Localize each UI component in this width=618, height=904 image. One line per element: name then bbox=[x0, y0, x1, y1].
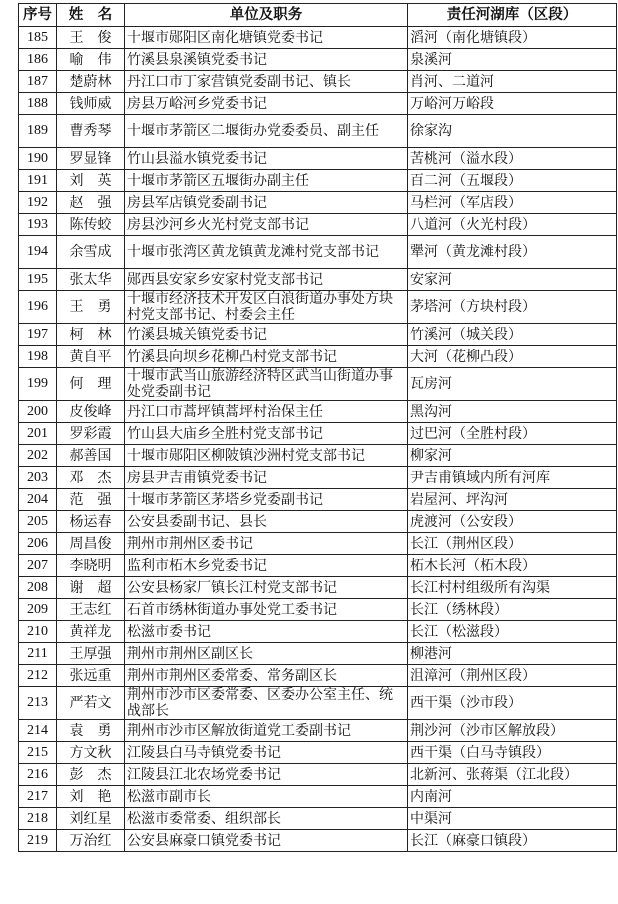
unit-position: 十堰市茅箭区茅塔乡党委副书记 bbox=[125, 489, 408, 511]
unit-position: 松滋市委常委、组织部长 bbox=[125, 808, 408, 830]
header-no: 序号 bbox=[19, 4, 57, 27]
responsible-river: 内南河 bbox=[408, 786, 617, 808]
table-row bbox=[19, 467, 617, 489]
unit-position: 竹山县溢水镇党委书记 bbox=[125, 148, 408, 170]
unit-position: 江陵县白马寺镇党委书记 bbox=[125, 742, 408, 764]
person-name: 范 强 bbox=[57, 489, 125, 511]
responsible-river: 北新河、张蒋渠（江北段） bbox=[408, 764, 617, 786]
table-row bbox=[19, 742, 617, 764]
table-row bbox=[19, 236, 617, 269]
responsible-river: 竹溪河（城关段） bbox=[408, 324, 617, 346]
responsible-river: 茅塔河（方块村段） bbox=[408, 291, 617, 324]
table-row bbox=[19, 621, 617, 643]
responsible-river: 过巴河（全胜村段） bbox=[408, 423, 617, 445]
person-name: 黄祥龙 bbox=[57, 621, 125, 643]
table-row bbox=[19, 720, 617, 742]
unit-position: 十堰市茅箭区二堰街办党委委员、副主任 bbox=[125, 115, 408, 148]
unit-position: 公安县麻豪口镇党委书记 bbox=[125, 830, 408, 852]
responsible-river: 泉溪河 bbox=[408, 49, 617, 71]
unit-position: 松滋市委书记 bbox=[125, 621, 408, 643]
responsible-river: 柳家河 bbox=[408, 445, 617, 467]
row-number: 214 bbox=[19, 720, 57, 742]
responsible-river: 滔河（南化塘镇段） bbox=[408, 27, 617, 49]
responsible-river: 瓦房河 bbox=[408, 368, 617, 401]
row-number: 194 bbox=[19, 236, 57, 269]
table-row bbox=[19, 764, 617, 786]
responsible-river: 安家河 bbox=[408, 269, 617, 291]
row-number: 189 bbox=[19, 115, 57, 148]
unit-position: 江陵县江北农场党委书记 bbox=[125, 764, 408, 786]
river-chief-table bbox=[18, 3, 617, 852]
person-name: 曹秀琴 bbox=[57, 115, 125, 148]
table-row bbox=[19, 445, 617, 467]
table-row bbox=[19, 368, 617, 401]
responsible-river: 八道河（火光村段） bbox=[408, 214, 617, 236]
responsible-river: 苦桃河（溢水段） bbox=[408, 148, 617, 170]
unit-position: 丹江口市丁家营镇党委副书记、镇长 bbox=[125, 71, 408, 93]
row-number: 186 bbox=[19, 49, 57, 71]
person-name: 罗彩霞 bbox=[57, 423, 125, 445]
row-number: 198 bbox=[19, 346, 57, 368]
row-number: 211 bbox=[19, 643, 57, 665]
unit-position: 松滋市副市长 bbox=[125, 786, 408, 808]
person-name: 李晓明 bbox=[57, 555, 125, 577]
person-name: 柯 林 bbox=[57, 324, 125, 346]
unit-position: 十堰市张湾区黄龙镇黄龙滩村党支部书记 bbox=[125, 236, 408, 269]
unit-position: 竹溪县泉溪镇党委书记 bbox=[125, 49, 408, 71]
unit-position: 石首市绣林街道办事处党工委书记 bbox=[125, 599, 408, 621]
responsible-river: 肖河、二道河 bbox=[408, 71, 617, 93]
row-number: 196 bbox=[19, 291, 57, 324]
row-number: 203 bbox=[19, 467, 57, 489]
unit-position: 监利市柘木乡党委书记 bbox=[125, 555, 408, 577]
person-name: 袁 勇 bbox=[57, 720, 125, 742]
header-river: 责任河湖库（区段） bbox=[408, 4, 617, 27]
row-number: 191 bbox=[19, 170, 57, 192]
row-number: 212 bbox=[19, 665, 57, 687]
table-row bbox=[19, 291, 617, 324]
header-unit: 单位及职务 bbox=[125, 4, 408, 27]
unit-position: 十堰市郧阳区南化塘镇党委书记 bbox=[125, 27, 408, 49]
row-number: 209 bbox=[19, 599, 57, 621]
row-number: 216 bbox=[19, 764, 57, 786]
table-row bbox=[19, 511, 617, 533]
person-name: 王 俊 bbox=[57, 27, 125, 49]
table-row bbox=[19, 93, 617, 115]
table-row bbox=[19, 687, 617, 720]
unit-position: 荆州市荆州区副区长 bbox=[125, 643, 408, 665]
row-number: 205 bbox=[19, 511, 57, 533]
table-row bbox=[19, 115, 617, 148]
unit-position: 竹山县大庙乡全胜村党支部书记 bbox=[125, 423, 408, 445]
person-name: 杨运春 bbox=[57, 511, 125, 533]
responsible-river: 西干渠（沙市段） bbox=[408, 687, 617, 720]
unit-position: 房县军店镇党委副书记 bbox=[125, 192, 408, 214]
unit-position: 十堰市郧阳区柳陂镇沙洲村党支部书记 bbox=[125, 445, 408, 467]
table-row bbox=[19, 599, 617, 621]
responsible-river: 黑沟河 bbox=[408, 401, 617, 423]
row-number: 199 bbox=[19, 368, 57, 401]
responsible-river: 岩屋河、坪沟河 bbox=[408, 489, 617, 511]
person-name: 谢 超 bbox=[57, 577, 125, 599]
table-row bbox=[19, 555, 617, 577]
table-row bbox=[19, 665, 617, 687]
person-name: 邓 杰 bbox=[57, 467, 125, 489]
table-row bbox=[19, 533, 617, 555]
person-name: 余雪成 bbox=[57, 236, 125, 269]
row-number: 204 bbox=[19, 489, 57, 511]
responsible-river: 大河（花柳凸段） bbox=[408, 346, 617, 368]
row-number: 197 bbox=[19, 324, 57, 346]
row-number: 202 bbox=[19, 445, 57, 467]
person-name: 周昌俊 bbox=[57, 533, 125, 555]
table-row bbox=[19, 830, 617, 852]
responsible-river: 长江（荆州区段） bbox=[408, 533, 617, 555]
person-name: 王 勇 bbox=[57, 291, 125, 324]
row-number: 218 bbox=[19, 808, 57, 830]
row-number: 217 bbox=[19, 786, 57, 808]
responsible-river: 徐家沟 bbox=[408, 115, 617, 148]
person-name: 黄自平 bbox=[57, 346, 125, 368]
responsible-river: 虎渡河（公安段） bbox=[408, 511, 617, 533]
table-row bbox=[19, 577, 617, 599]
person-name: 郝善国 bbox=[57, 445, 125, 467]
table-row bbox=[19, 269, 617, 291]
table-row bbox=[19, 49, 617, 71]
table-row bbox=[19, 786, 617, 808]
header-name: 姓 名 bbox=[57, 4, 125, 27]
row-number: 185 bbox=[19, 27, 57, 49]
unit-position: 房县万峪河乡党委书记 bbox=[125, 93, 408, 115]
person-name: 张太华 bbox=[57, 269, 125, 291]
unit-position: 荆州市荆州区委书记 bbox=[125, 533, 408, 555]
unit-position: 荆州市沙市区解放街道党工委副书记 bbox=[125, 720, 408, 742]
responsible-river: 长江村村组级所有沟渠 bbox=[408, 577, 617, 599]
responsible-river: 长江（麻豪口镇段） bbox=[408, 830, 617, 852]
person-name: 刘 英 bbox=[57, 170, 125, 192]
row-number: 193 bbox=[19, 214, 57, 236]
row-number: 192 bbox=[19, 192, 57, 214]
table-row bbox=[19, 148, 617, 170]
table-row bbox=[19, 489, 617, 511]
responsible-river: 尹吉甫镇域内所有河库 bbox=[408, 467, 617, 489]
row-number: 200 bbox=[19, 401, 57, 423]
row-number: 190 bbox=[19, 148, 57, 170]
person-name: 王厚强 bbox=[57, 643, 125, 665]
person-name: 皮俊峰 bbox=[57, 401, 125, 423]
table-row bbox=[19, 423, 617, 445]
person-name: 罗显锋 bbox=[57, 148, 125, 170]
responsible-river: 百二河（五堰段） bbox=[408, 170, 617, 192]
row-number: 187 bbox=[19, 71, 57, 93]
table-row bbox=[19, 71, 617, 93]
unit-position: 十堰市经济技术开发区白浪街道办事处方块村党支部书记、村委会主任 bbox=[125, 291, 408, 324]
table-row bbox=[19, 643, 617, 665]
row-number: 215 bbox=[19, 742, 57, 764]
responsible-river: 长江（绣林段） bbox=[408, 599, 617, 621]
table-row bbox=[19, 170, 617, 192]
table-row bbox=[19, 401, 617, 423]
person-name: 万治红 bbox=[57, 830, 125, 852]
person-name: 刘 艳 bbox=[57, 786, 125, 808]
person-name: 何 理 bbox=[57, 368, 125, 401]
person-name: 彭 杰 bbox=[57, 764, 125, 786]
row-number: 219 bbox=[19, 830, 57, 852]
row-number: 208 bbox=[19, 577, 57, 599]
unit-position: 房县沙河乡火光村党支部书记 bbox=[125, 214, 408, 236]
person-name: 喻 伟 bbox=[57, 49, 125, 71]
person-name: 钱师威 bbox=[57, 93, 125, 115]
unit-position: 郧西县安家乡安家村党支部书记 bbox=[125, 269, 408, 291]
responsible-river: 西干渠（白马寺镇段） bbox=[408, 742, 617, 764]
responsible-river: 柘木长河（柘木段） bbox=[408, 555, 617, 577]
table-body bbox=[19, 27, 617, 852]
unit-position: 公安县杨家厂镇长江村党支部书记 bbox=[125, 577, 408, 599]
person-name: 方文秋 bbox=[57, 742, 125, 764]
unit-position: 十堰市茅箭区五堰街办副主任 bbox=[125, 170, 408, 192]
row-number: 201 bbox=[19, 423, 57, 445]
responsible-river: 沮漳河（荆州区段） bbox=[408, 665, 617, 687]
responsible-river: 荆沙河（沙市区解放段） bbox=[408, 720, 617, 742]
row-number: 188 bbox=[19, 93, 57, 115]
responsible-river: 马栏河（军店段） bbox=[408, 192, 617, 214]
unit-position: 竹溪县城关镇党委书记 bbox=[125, 324, 408, 346]
responsible-river: 柳港河 bbox=[408, 643, 617, 665]
row-number: 213 bbox=[19, 687, 57, 720]
responsible-river: 长江（松滋段） bbox=[408, 621, 617, 643]
row-number: 207 bbox=[19, 555, 57, 577]
unit-position: 荆州市荆州区委常委、常务副区长 bbox=[125, 665, 408, 687]
table-row bbox=[19, 808, 617, 830]
unit-position: 竹溪县向坝乡花柳凸村党支部书记 bbox=[125, 346, 408, 368]
row-number: 195 bbox=[19, 269, 57, 291]
row-number: 206 bbox=[19, 533, 57, 555]
person-name: 赵 强 bbox=[57, 192, 125, 214]
unit-position: 丹江口市蒿坪镇蒿坪村治保主任 bbox=[125, 401, 408, 423]
table-row bbox=[19, 214, 617, 236]
unit-position: 荆州市沙市区委常委、区委办公室主任、统战部长 bbox=[125, 687, 408, 720]
responsible-river: 万峪河万峪段 bbox=[408, 93, 617, 115]
person-name: 陈传蛟 bbox=[57, 214, 125, 236]
unit-position: 房县尹吉甫镇党委书记 bbox=[125, 467, 408, 489]
table-row bbox=[19, 346, 617, 368]
person-name: 刘红星 bbox=[57, 808, 125, 830]
table-row bbox=[19, 27, 617, 49]
person-name: 王志红 bbox=[57, 599, 125, 621]
responsible-river: 中渠河 bbox=[408, 808, 617, 830]
unit-position: 十堰市武当山旅游经济特区武当山街道办事处党委副书记 bbox=[125, 368, 408, 401]
row-number: 210 bbox=[19, 621, 57, 643]
unit-position: 公安县委副书记、县长 bbox=[125, 511, 408, 533]
responsible-river: 犟河（黄龙滩村段） bbox=[408, 236, 617, 269]
person-name: 张远重 bbox=[57, 665, 125, 687]
person-name: 楚蔚林 bbox=[57, 71, 125, 93]
table-row bbox=[19, 324, 617, 346]
person-name: 严若文 bbox=[57, 687, 125, 720]
table-header-row bbox=[19, 4, 617, 27]
table-row bbox=[19, 192, 617, 214]
